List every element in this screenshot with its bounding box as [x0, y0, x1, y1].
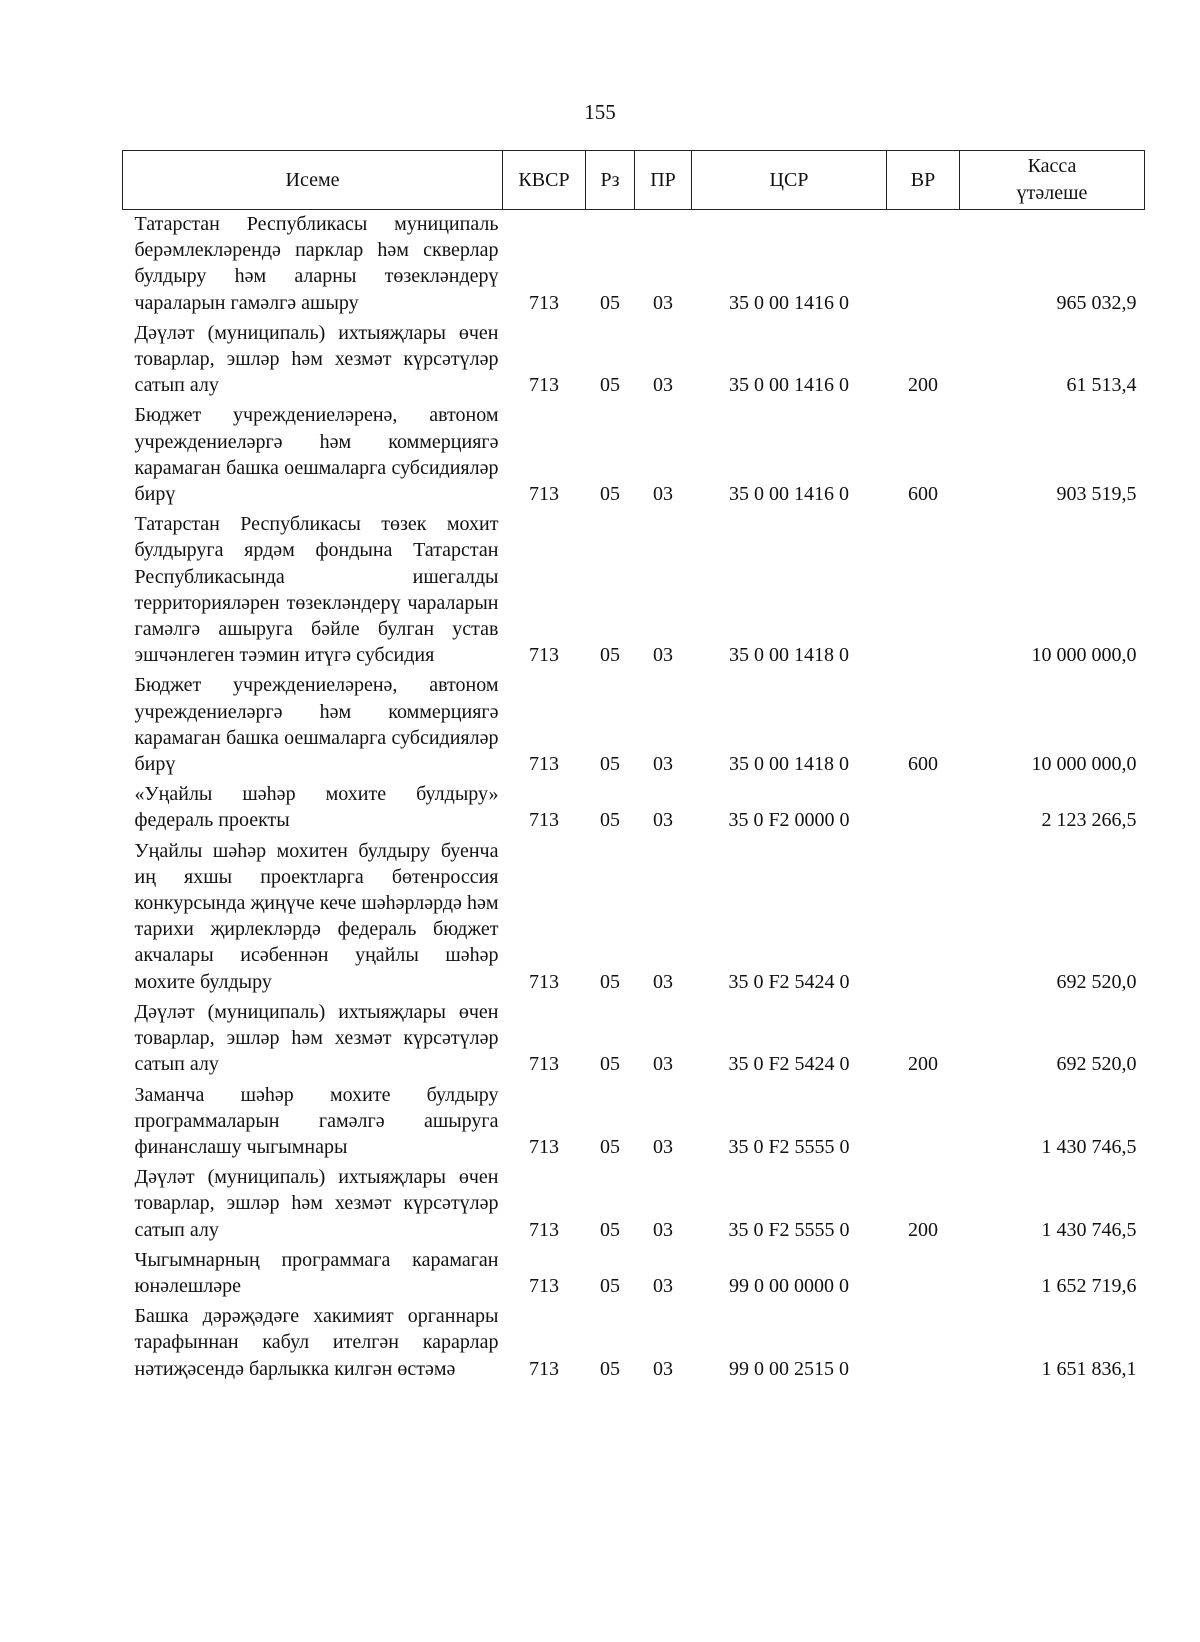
row-vr: 200	[908, 1053, 938, 1076]
table-row	[123, 1246, 1145, 1302]
row-pr: 03	[653, 1274, 673, 1297]
row-amount: 2 123 266,5	[1041, 809, 1137, 832]
row-kvsr: 713	[529, 644, 559, 667]
row-rz: 05	[600, 753, 620, 776]
row-name: Бюджет учреждениеләренә, автоном учреждениеләргә һәм коммерциягә карамаган башка оешмаларга субсидияләр бирү	[134, 404, 499, 506]
row-pr: 03	[653, 1053, 673, 1076]
table-row	[123, 401, 1145, 510]
row-kvsr: 713	[529, 374, 559, 397]
row-vr	[887, 1302, 960, 1385]
row-rz: 05	[600, 1218, 620, 1241]
row-amount: 692 520,0	[1056, 1053, 1137, 1076]
row-csr: 35 0 F2 5424 0	[728, 1053, 850, 1076]
row-pr: 03	[653, 483, 673, 506]
row-csr: 35 0 F2 0000 0	[728, 809, 850, 832]
row-kvsr: 713	[529, 1218, 559, 1241]
table-row	[123, 1302, 1145, 1385]
header-kassa-line2: үтәлеше	[1016, 182, 1088, 204]
row-amount: 692 520,0	[1056, 970, 1137, 993]
table-row	[123, 510, 1145, 671]
row-kvsr: 713	[529, 1135, 559, 1158]
row-amount: 10 000 000,0	[1031, 644, 1137, 667]
row-kvsr: 713	[529, 1357, 559, 1380]
row-amount: 1 430 746,5	[1041, 1135, 1137, 1158]
row-rz: 05	[600, 291, 620, 314]
row-name: Заманча шәһәр мохите булдыру программаларын гамәлгә ашыруга финанслашу чыгымнары	[134, 1083, 499, 1158]
header-pr: ПР	[635, 151, 692, 210]
row-rz: 05	[600, 483, 620, 506]
row-kvsr: 713	[529, 1053, 559, 1076]
row-vr	[887, 837, 960, 998]
row-name: Дәүләт (муниципаль) ихтыяҗлары өчен товарлар, эшләр һәм хезмәт күрсәтүләр сатып алу	[134, 1000, 499, 1076]
row-rz: 05	[600, 970, 620, 993]
row-amount: 1 430 746,5	[1041, 1218, 1137, 1241]
row-rz: 05	[600, 374, 620, 397]
row-vr: 200	[908, 1218, 938, 1241]
row-pr: 03	[653, 753, 673, 776]
row-pr: 03	[653, 644, 673, 667]
row-vr: 600	[908, 753, 938, 776]
row-name: Татарстан Республикасы төзек мохит булдыруга ярдәм фондына Татарстан Республикасында ишегалды территорияләрен төзекләндерү чараларын гамәлгә ашыруга бәйле булган устав эшчәнлеген тәэмин итүгә субсидия	[134, 513, 499, 667]
row-vr: 200	[908, 374, 938, 397]
header-csr: ЦСР	[692, 151, 887, 210]
row-csr: 35 0 F2 5555 0	[728, 1218, 850, 1241]
row-rz: 05	[600, 1357, 620, 1380]
page-number: 155	[584, 100, 616, 124]
row-name: Дәүләт (муниципаль) ихтыяҗлары өчен товарлар, эшләр һәм хезмәт күрсәтүләр сатып алу	[134, 1166, 499, 1241]
row-pr: 03	[653, 970, 673, 993]
table-row	[123, 837, 1145, 998]
row-pr: 03	[653, 374, 673, 397]
row-csr: 35 0 F2 5555 0	[728, 1135, 850, 1158]
row-name: Башка дәрәҗәдәге хакимият органнары тарафыннан кабул ителгән карарлар нәтиҗәсендә барлыкка килгән өстәмә	[134, 1305, 499, 1380]
table-row	[123, 1081, 1145, 1164]
row-csr: 99 0 00 2515 0	[729, 1357, 849, 1380]
row-vr	[887, 510, 960, 671]
row-rz: 05	[600, 1274, 620, 1297]
row-csr: 35 0 00 1416 0	[729, 291, 849, 314]
table-header-row	[123, 151, 1145, 210]
row-amount: 903 519,5	[1056, 483, 1137, 506]
table-row	[123, 1163, 1145, 1246]
row-csr: 35 0 00 1416 0	[729, 374, 849, 397]
row-pr: 03	[653, 809, 673, 832]
row-kvsr: 713	[529, 291, 559, 314]
header-rz: Рз	[586, 151, 635, 210]
header-vr: ВР	[887, 151, 960, 210]
row-kvsr: 713	[529, 1274, 559, 1297]
header-kvsr: КВСР	[503, 151, 586, 210]
table-row	[123, 671, 1145, 780]
table-row	[123, 210, 1145, 319]
row-pr: 03	[653, 1135, 673, 1158]
row-amount: 1 651 836,1	[1041, 1357, 1137, 1380]
row-amount: 10 000 000,0	[1031, 753, 1137, 776]
row-name: Дәүләт (муниципаль) ихтыяҗлары өчен товарлар, эшләр һәм хезмәт күрсәтүләр сатып алу	[134, 321, 499, 397]
row-kvsr: 713	[529, 970, 559, 993]
row-kvsr: 713	[529, 809, 559, 832]
row-name: Чыгымнарның программага карамаган юнәлешләре	[134, 1248, 499, 1297]
row-vr	[887, 780, 960, 836]
header-kassa	[960, 151, 1145, 210]
row-pr: 03	[653, 1357, 673, 1380]
budget-table	[122, 150, 1145, 1385]
row-name: «Уңайлы шәһәр мохите булдыру» федераль проекты	[134, 783, 499, 832]
row-name: Уңайлы шәһәр мохитен булдыру буенча иң яхшы проектларга бөтенроссия конкурсында җиңүче кече шәһәрләрдә һәм тарихи җирлекләрдә федераль бюджет акчалары исәбеннән уңайлы шәһәр мохите булдыру	[134, 839, 499, 993]
row-csr: 35 0 00 1416 0	[729, 483, 849, 506]
row-rz: 05	[600, 1053, 620, 1076]
header-kassa-line1: Касса	[1027, 155, 1077, 177]
row-amount: 61 513,4	[1066, 374, 1137, 397]
row-csr: 99 0 00 0000 0	[729, 1274, 849, 1297]
row-rz: 05	[600, 644, 620, 667]
table-row	[123, 319, 1145, 402]
row-csr: 35 0 F2 5424 0	[728, 970, 850, 993]
row-kvsr: 713	[529, 753, 559, 776]
row-vr	[887, 1246, 960, 1302]
row-name: Татарстан Республикасы муниципаль берәмлекләрендә парклар һәм скверлар булдыру һәм аларны төзекләндерү чараларын гамәлгә ашыру	[134, 213, 499, 314]
row-amount: 1 652 719,6	[1041, 1274, 1137, 1297]
row-rz: 05	[600, 809, 620, 832]
header-name: Исеме	[123, 151, 503, 210]
row-rz: 05	[600, 1135, 620, 1158]
row-csr: 35 0 00 1418 0	[729, 644, 849, 667]
row-kvsr: 713	[529, 483, 559, 506]
row-pr: 03	[653, 1218, 673, 1241]
table-row	[123, 998, 1145, 1081]
row-pr: 03	[653, 291, 673, 314]
row-vr: 600	[908, 483, 938, 506]
row-csr: 35 0 00 1418 0	[729, 753, 849, 776]
row-amount: 965 032,9	[1056, 291, 1137, 314]
row-vr	[887, 210, 960, 319]
row-name: Бюджет учреждениеләренә, автоном учреждениеләргә һәм коммерциягә карамаган башка оешмаларга субсидияләр бирү	[134, 674, 499, 776]
table-row	[123, 780, 1145, 836]
row-vr	[887, 1081, 960, 1164]
